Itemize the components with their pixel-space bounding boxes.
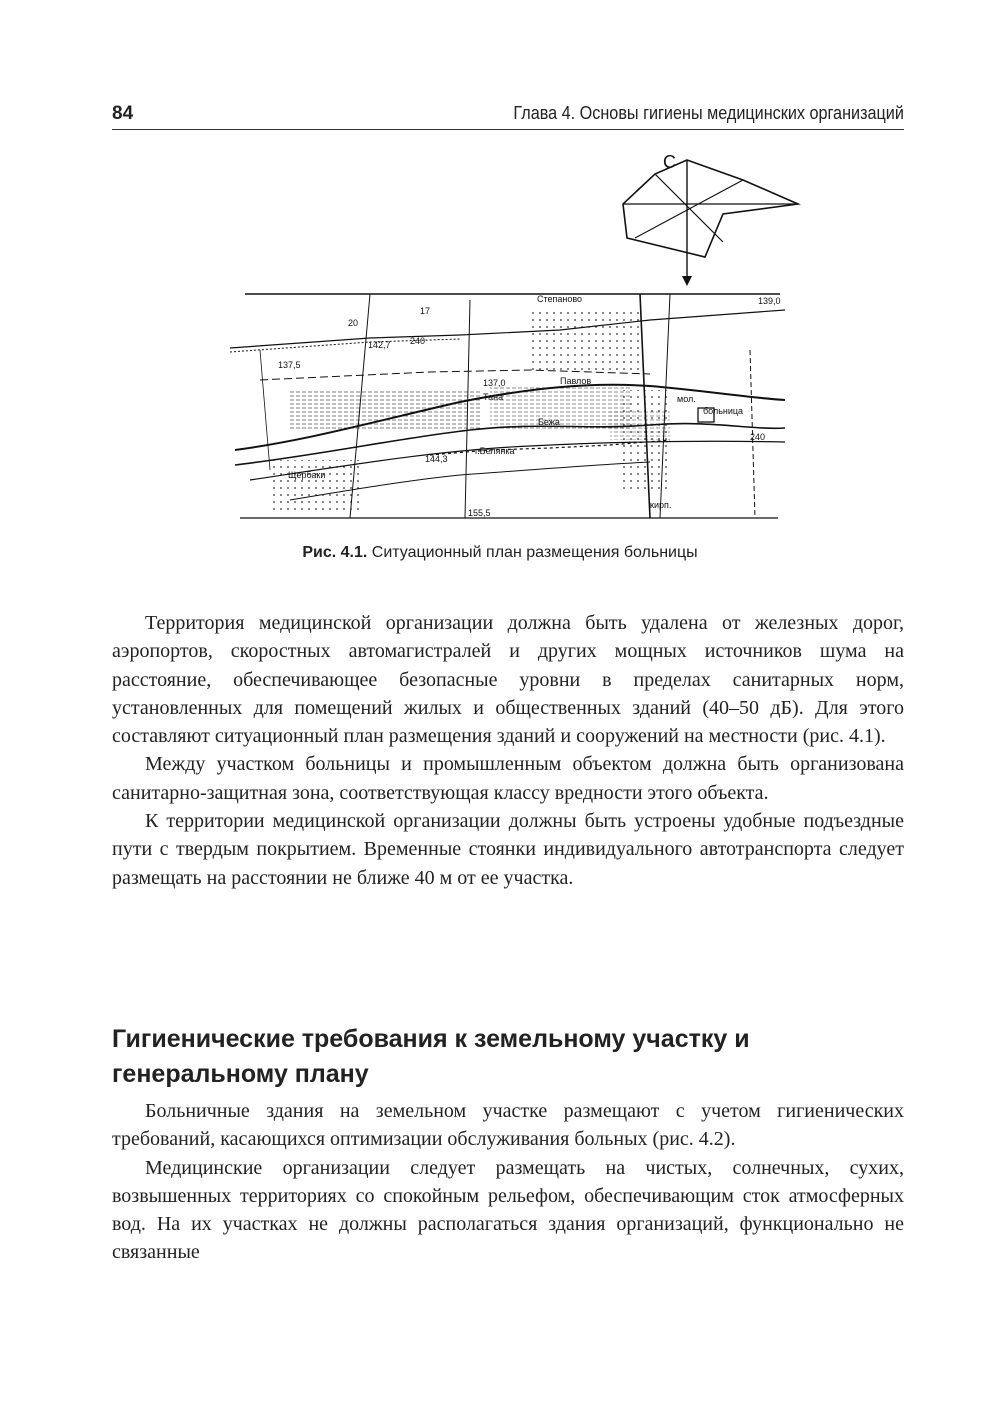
map-label-bezha: Бежа xyxy=(538,417,560,427)
chapter-title: Глава 4. Основы гигиены медицинских организаций xyxy=(513,103,904,123)
figure-caption-text: Ситуационный план размещения больницы xyxy=(371,544,698,561)
map-label-139: 139,0 xyxy=(758,296,781,306)
situation-map xyxy=(230,290,788,522)
paragraph: Территория медицинской организации должна быть удалена от железных дорог, аэропортов, скоростных автомагистралей и других мощных источников шума на расстояние, обеспечивающее безопасные уровни в пределах санитарных норм, установленных для помещений жилых и общественных зданий (40–50 дБ). Для этого составляют ситуационный план размещения зданий и сооружений на местности (рис. 4.1). xyxy=(112,612,904,748)
paragraph: Медицинские организации следует размещать на чистых, солнечных, сухих, возвышенных территориях со спокойным рельефом, обеспечивающим сток атмосферных вод. На их участках не должны располагаться здания организаций, функционально не связанные xyxy=(112,1156,904,1264)
map-label-142-7: 142,7 xyxy=(368,340,391,350)
figure-caption xyxy=(0,544,1000,562)
map-label-kirp: кирп. xyxy=(650,500,672,510)
map-label-stepanovo: Степаново xyxy=(537,294,583,304)
map-label-shcherbaki: Щербаки xyxy=(288,470,326,480)
map-label-17: 17 xyxy=(420,306,431,316)
map-label-mol: мол. xyxy=(677,394,696,404)
section-heading: Гигиенические требования к земельному участку и генеральному плану xyxy=(112,1025,750,1088)
map-label-240-b: 240 xyxy=(750,432,766,442)
paragraph: Между участком больницы и промышленным объектом должна быть организована санитарно-защитная зона, соответствующая классу вредности этого объекта. xyxy=(112,753,904,804)
map-label-belyanka: г.Белянка xyxy=(475,446,515,456)
map-label-144-3: 144,3 xyxy=(425,454,448,464)
figure-caption-number: Рис. 4.1. xyxy=(302,544,368,561)
paragraph: Больничные здания на земельном участке размещают с учетом гигиенических требований, касающихся оптимизации обслуживания больных (рис. 4.2). xyxy=(112,1100,904,1151)
running-header xyxy=(112,103,904,130)
map-label-155-5: 155,5 xyxy=(468,508,491,518)
body-text-block-1 xyxy=(112,609,904,892)
map-label-20: 20 xyxy=(348,318,359,328)
map-label-hospital: больница xyxy=(703,406,744,416)
map-label-240-a: 240 xyxy=(410,336,426,346)
compass-north-label: С xyxy=(663,152,676,172)
map-label-137-5: 137,5 xyxy=(278,360,301,370)
map-label-tana: Тана xyxy=(483,392,504,402)
paragraph: К территории медицинской организации должны быть устроены удобные подъездные пути с твердым покрытием. Временные стоянки индивидуального автотранспорта следует размещать на расстоянии не ближе 40 м от ее участка. xyxy=(112,810,904,889)
wind-rose-diagram xyxy=(615,152,805,292)
map-label-137-0: 137,0 xyxy=(483,378,506,388)
map-label-pavlov: Павлов xyxy=(560,376,592,386)
body-text-block-2 xyxy=(112,1097,904,1267)
page-number: 84 xyxy=(112,103,134,124)
